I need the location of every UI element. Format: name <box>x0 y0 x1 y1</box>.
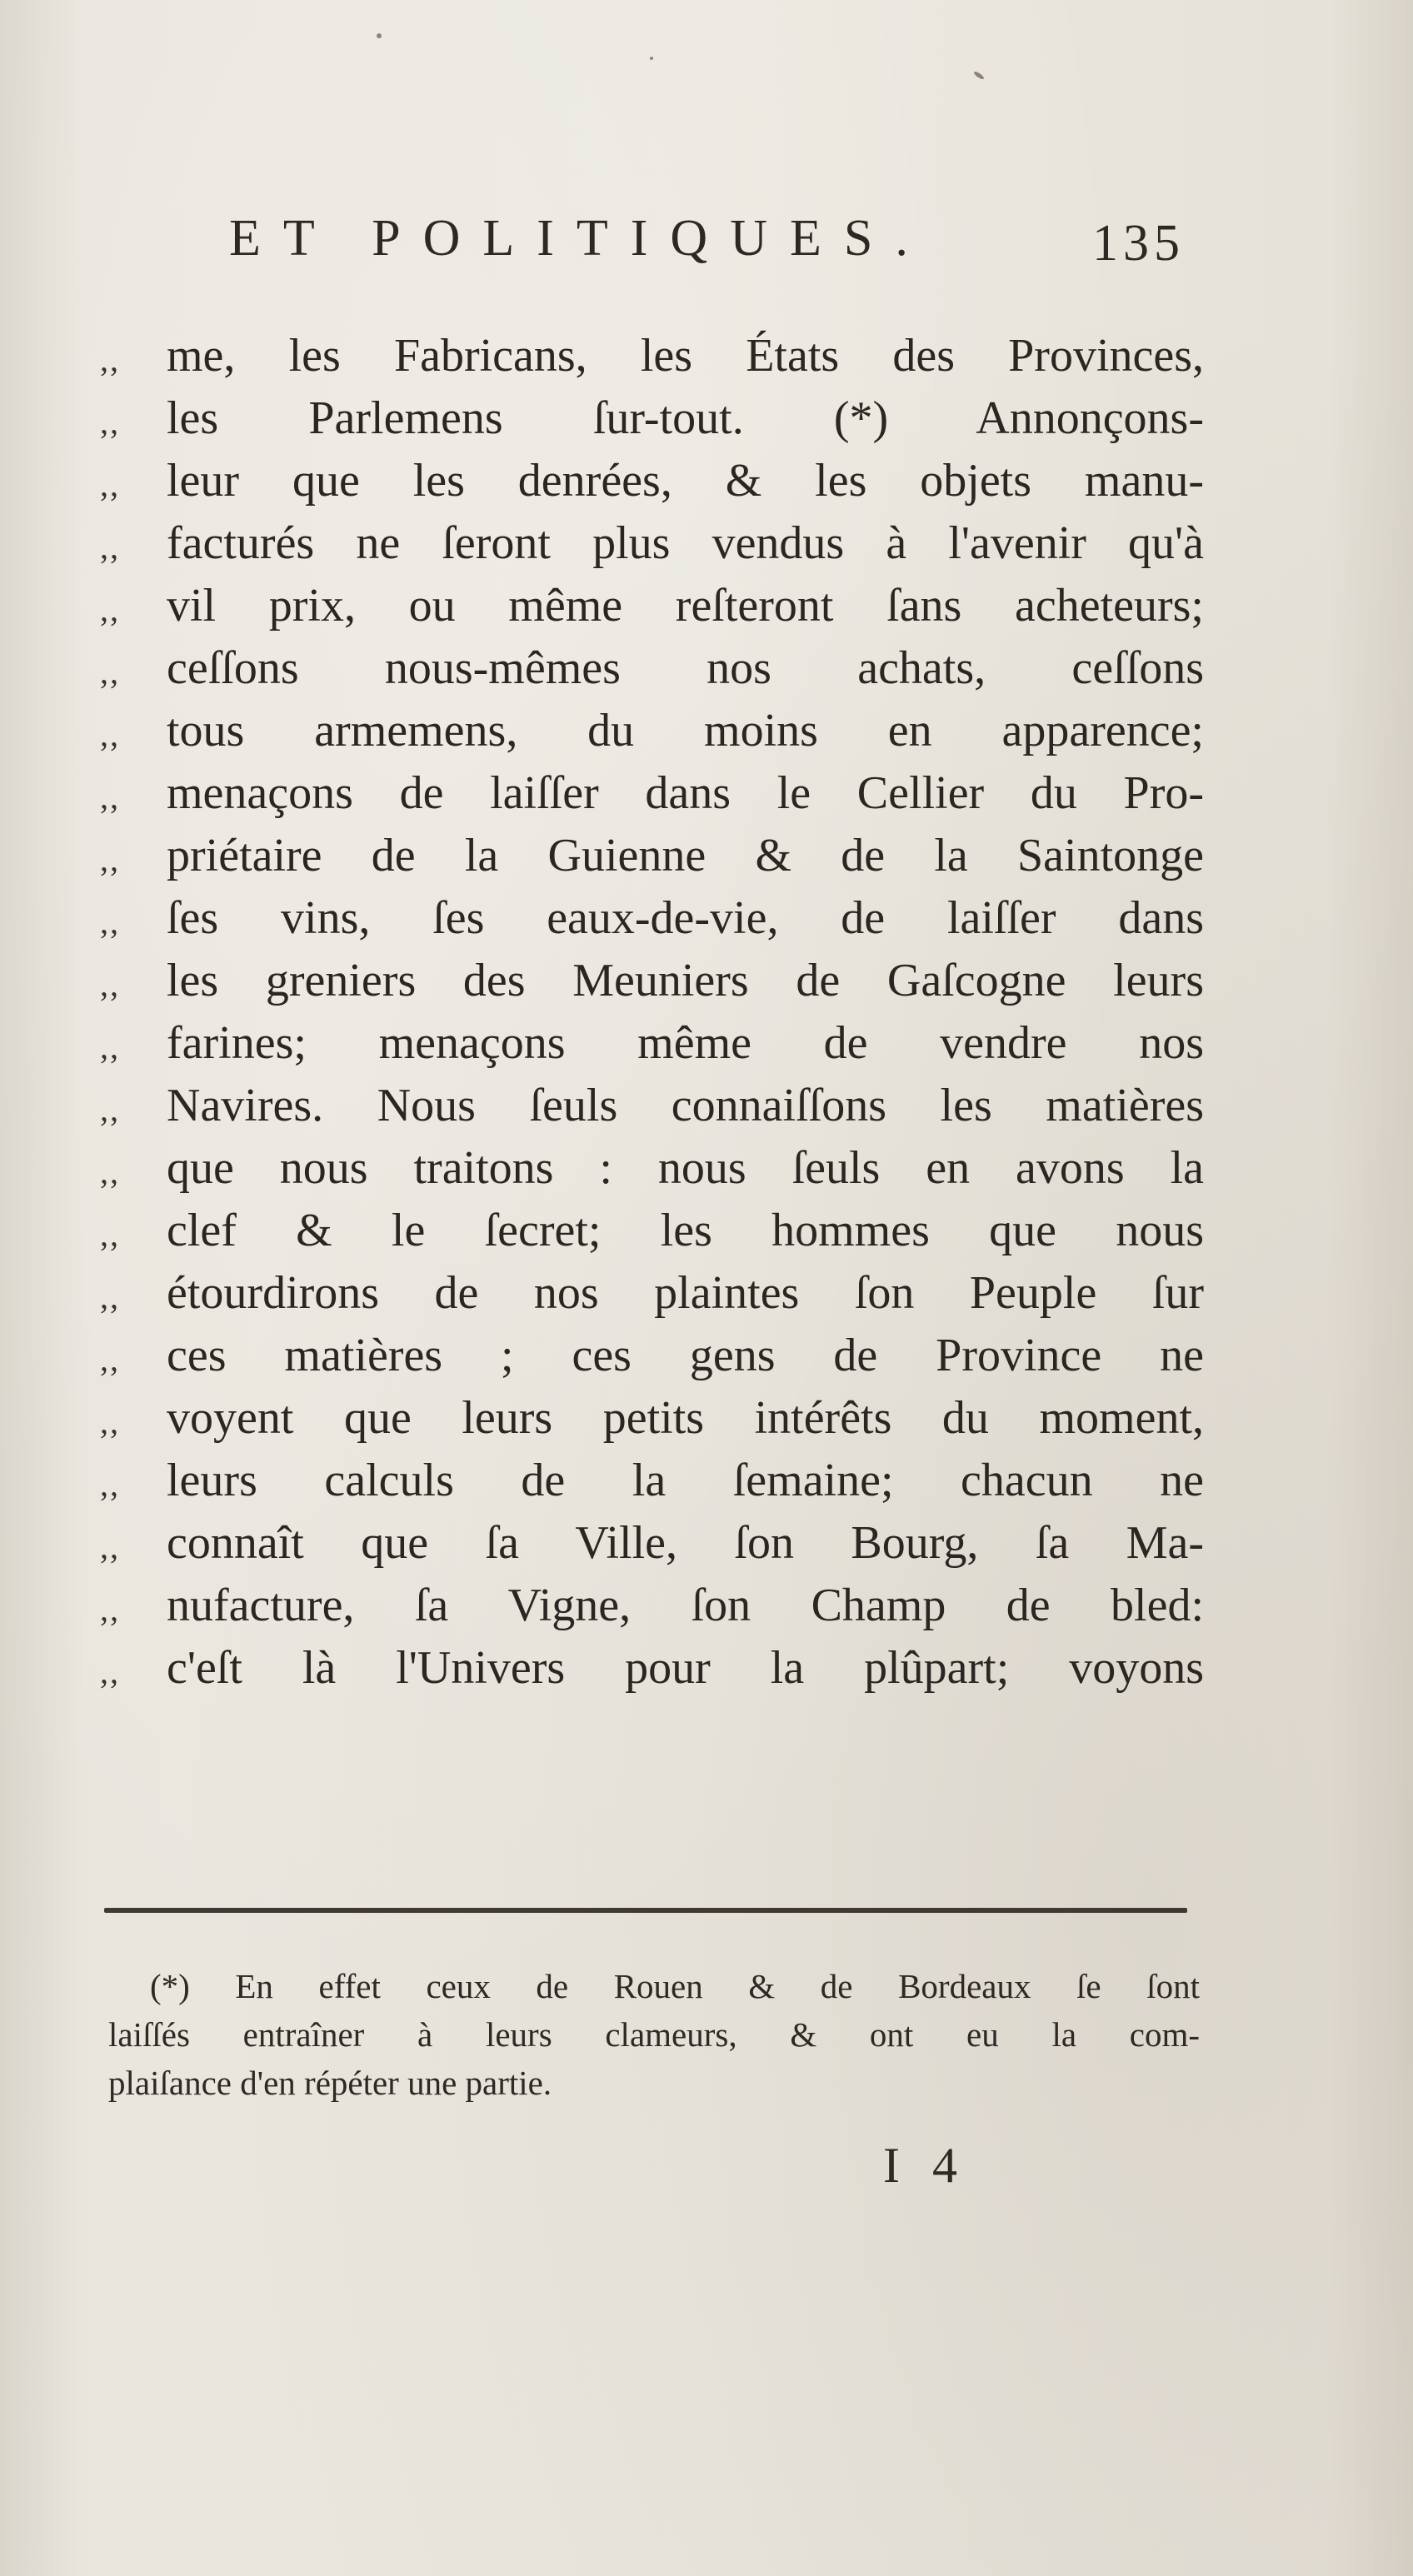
paper-speck <box>650 57 653 60</box>
quote-mark: ,, <box>100 403 120 441</box>
footnote-line: laiſſés entraîner à leurs clameurs, & ont eu la com- <box>108 2015 1200 2054</box>
text-line <box>100 1137 1204 1200</box>
line-text: clef & le ſecret; les hommes que nous <box>167 1205 1204 1256</box>
text-line <box>100 325 1204 387</box>
main-text <box>100 325 1204 1700</box>
text-line <box>100 887 1204 950</box>
text-line <box>100 1387 1204 1450</box>
quote-mark: ,, <box>100 341 120 378</box>
line-text: leur que les denrées, & les objets manu- <box>167 455 1204 507</box>
text-line <box>100 1450 1204 1512</box>
text-line <box>100 825 1204 887</box>
line-text: étourdirons de nos plaintes ſon Peuple ſur <box>167 1267 1204 1319</box>
quote-mark: ,, <box>100 716 120 753</box>
quote-mark: ,, <box>100 1153 120 1191</box>
footnote-line: (*) En effet ceux de Rouen & de Bordeaux ſe ſont <box>150 1967 1200 2005</box>
paper-speck <box>973 70 985 80</box>
text-line <box>100 1075 1204 1137</box>
quote-mark: ,, <box>100 841 120 878</box>
text-line <box>100 700 1204 762</box>
quote-mark: ,, <box>100 1653 120 1690</box>
line-text: facturés ne ſeront plus vendus à l'avenir qu'à <box>167 517 1204 569</box>
page-number: 135 <box>1092 215 1185 272</box>
text-line <box>100 387 1204 450</box>
text-line <box>100 512 1204 575</box>
line-text: leurs calculs de la ſemaine; chacun ne <box>167 1455 1204 1506</box>
paper-speck <box>377 33 382 38</box>
quote-mark: ,, <box>100 528 120 566</box>
line-text: ſes vins, ſes eaux-de-vie, de laiſſer dans <box>167 892 1204 944</box>
quote-mark: ,, <box>100 1465 120 1503</box>
footnote <box>108 1962 1200 2107</box>
text-line <box>100 637 1204 700</box>
line-text: farines; menaçons même de vendre nos <box>167 1017 1204 1069</box>
line-text: que nous traitons : nous ſeuls en avons la <box>167 1142 1204 1194</box>
quote-mark: ,, <box>100 591 120 628</box>
quote-mark: ,, <box>100 966 120 1003</box>
quote-mark: ,, <box>100 1528 120 1565</box>
text-line <box>100 762 1204 825</box>
running-head <box>229 212 1208 296</box>
quote-mark: ,, <box>100 1590 120 1628</box>
quote-mark: ,, <box>100 1278 120 1315</box>
footnote-line: plaiſance d'en répéter une partie. <box>108 2064 552 2102</box>
quote-mark: ,, <box>100 1091 120 1128</box>
text-line <box>100 1012 1204 1075</box>
text-line <box>100 1200 1204 1262</box>
line-text: voyent que leurs petits intérêts du moment, <box>167 1392 1204 1444</box>
text-line <box>100 950 1204 1012</box>
line-text: ceſſons nous-mêmes nos achats, ceſſons <box>167 642 1204 694</box>
line-text: tous armemens, du moins en apparence; <box>167 705 1204 756</box>
signature-mark: I 4 <box>883 2138 967 2193</box>
line-text: connaît que ſa Ville, ſon Bourg, ſa Ma- <box>167 1517 1204 1569</box>
quote-mark: ,, <box>100 778 120 816</box>
quote-mark: ,, <box>100 903 120 941</box>
text-line <box>100 1637 1204 1700</box>
running-head-title: ET POLITIQUES. <box>229 210 931 267</box>
text-line <box>100 450 1204 512</box>
line-text: les greniers des Meuniers de Gaſcogne leurs <box>167 955 1204 1006</box>
text-line <box>100 1325 1204 1387</box>
quote-mark: ,, <box>100 1216 120 1253</box>
line-text: nufacture, ſa Vigne, ſon Champ de bled: <box>167 1580 1204 1631</box>
quote-mark: ,, <box>100 1028 120 1066</box>
line-text: menaçons de laiſſer dans le Cellier du Pro- <box>167 767 1204 819</box>
quote-mark: ,, <box>100 466 120 503</box>
line-text: priétaire de la Guienne & de la Saintonge <box>167 830 1204 881</box>
quote-mark: ,, <box>100 653 120 691</box>
line-text: les Parlemens ſur-tout. (*) Annonçons- <box>167 392 1204 444</box>
line-text: vil prix, ou même reſteront ſans acheteurs; <box>167 580 1204 632</box>
line-text: Navires. Nous ſeuls connaiſſons les matières <box>167 1080 1204 1131</box>
quote-mark: ,, <box>100 1340 120 1378</box>
text-line <box>100 1575 1204 1637</box>
footnote-separator-rule <box>104 1908 1187 1913</box>
quote-mark: ,, <box>100 1403 120 1440</box>
line-text: c'eſt là l'Univers pour la plûpart; voyons <box>167 1642 1204 1694</box>
text-line <box>100 1512 1204 1575</box>
text-line <box>100 575 1204 637</box>
line-text: ces matières ; ces gens de Province ne <box>167 1330 1204 1381</box>
text-line <box>100 1262 1204 1325</box>
line-text: me, les Fabricans, les États des Provinces, <box>167 330 1204 382</box>
